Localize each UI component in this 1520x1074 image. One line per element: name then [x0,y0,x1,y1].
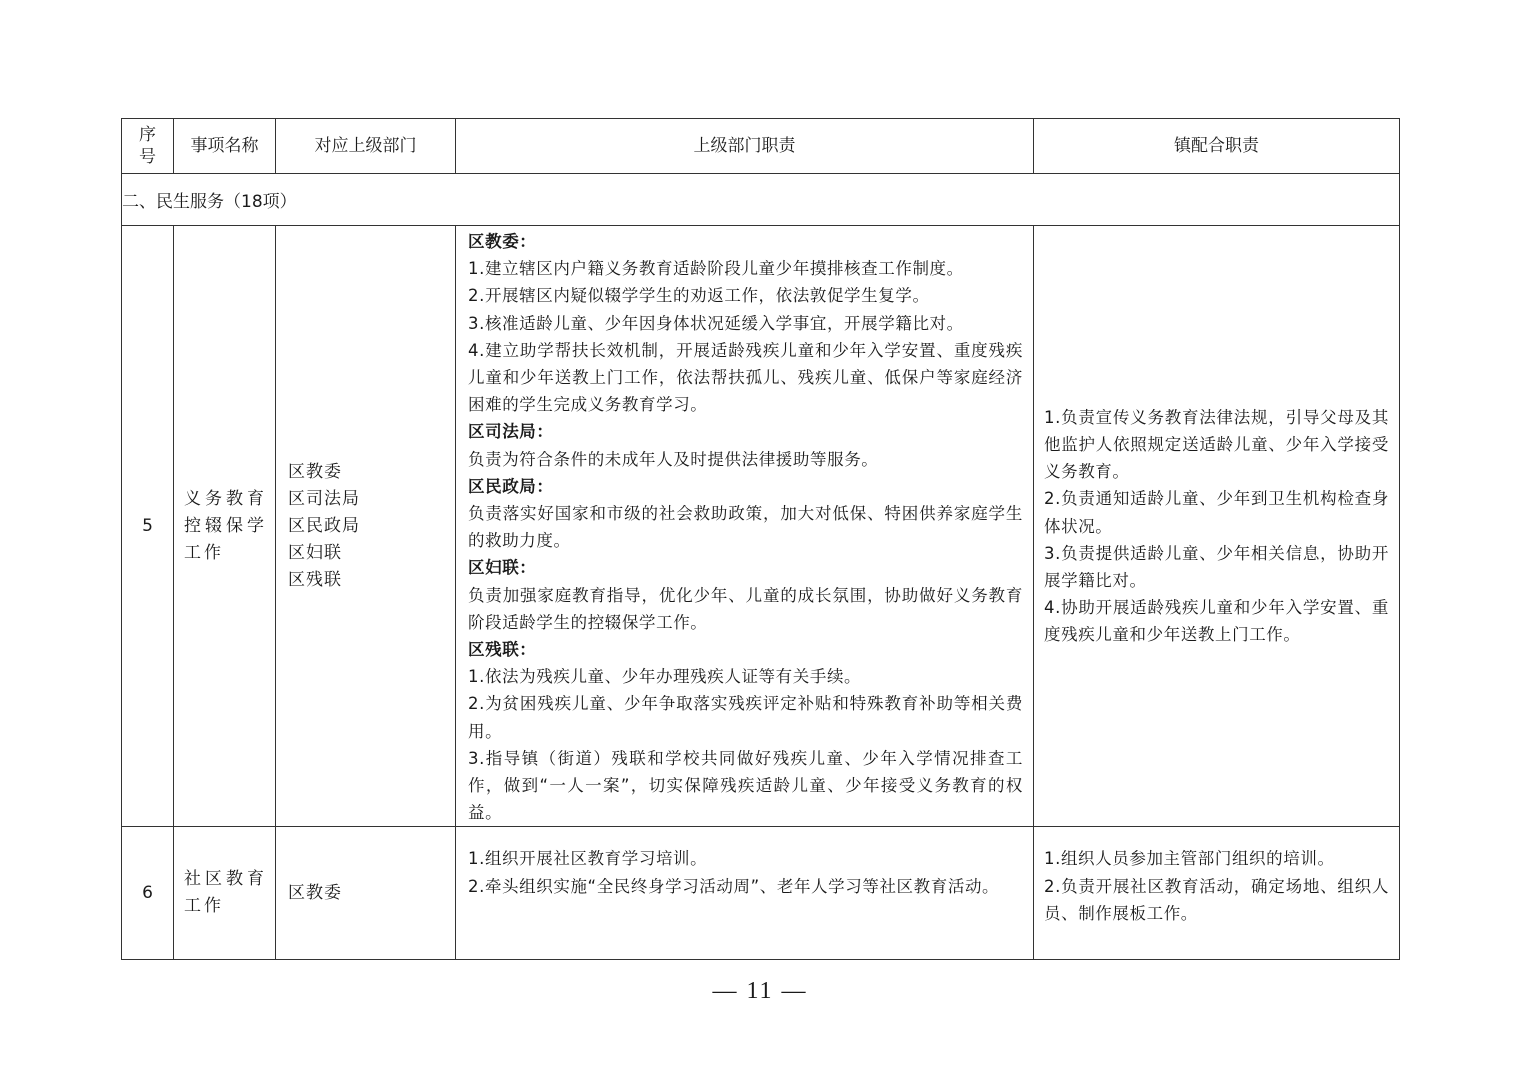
duty-item: 负责落实好国家和市级的社会救助政策，加大对低保、特困供养家庭学生的救助力度。 [468,504,1023,551]
header-upper-duty: 上级部门职责 [456,119,1034,174]
header-name: 事项名称 [174,119,276,174]
duty-item: 3.指导镇（街道）残联和学校共同做好残疾儿童、少年入学情况排查工作，做到“一人一案”，切实保障残疾适龄儿童、少年接受义务教育的权益。 [468,748,1023,823]
duty-item: 2.开展辖区内疑似辍学学生的劝返工作，依法敦促学生复学。 [468,286,930,306]
duty-item: 2.负责通知适龄儿童、少年到卫生机构检查身体状况。 [1044,489,1389,536]
header-town-duty: 镇配合职责 [1034,119,1400,174]
duty-item: 3.核准适龄儿童、少年因身体状况延缓入学事宜，开展学籍比对。 [468,313,964,333]
row-number: 5 [122,226,174,827]
town-duty-cell [1034,226,1400,827]
table-row [122,827,1400,960]
duty-block-title: 区妇联： [468,558,537,578]
duty-item: 1.负责宣传义务教育法律法规，引导父母及其他监护人依照规定送适龄儿童、少年入学接受义务教育。 [1044,407,1389,482]
upper-duty-cell [456,827,1034,960]
duty-block-title: 区残联： [468,640,537,660]
item-name: 社区教育工作 [174,827,276,960]
dept-item: 区残联 [288,569,342,590]
section-title: 二、民生服务（18项） [122,174,1400,226]
duty-item: 负责加强家庭教育指导，优化少年、儿童的成长氛围，协助做好义务教育阶段适龄学生的控辍保学工作。 [468,585,1023,632]
duty-item: 1.建立辖区内户籍义务教育适龄阶段儿童少年摸排核查工作制度。 [468,259,964,279]
duty-item: 4.协助开展适龄残疾儿童和少年入学安置、重度残疾儿童和少年送教上门工作。 [1044,598,1389,645]
dept-item: 区教委 [288,461,342,482]
header-no: 序号 [122,119,174,174]
duty-item: 负责为符合条件的未成年人及时提供法律援助等服务。 [468,449,879,469]
table-row [122,226,1400,827]
duty-item: 1.组织开展社区教育学习培训。 [468,849,708,869]
duty-item: 2.为贫困残疾儿童、少年争取落实残疾评定补贴和特殊教育补助等相关费用。 [468,694,1023,741]
dept-list [276,827,456,960]
duty-block-title: 区民政局： [468,476,554,496]
duty-item: 2.负责开展社区教育活动，确定场地、组织人员、制作展板工作。 [1044,876,1389,923]
duty-item: 4.建立助学帮扶长效机制，开展适龄残疾儿童和少年入学安置、重度残疾儿童和少年送教上门工作，依法帮扶孤儿、残疾儿童、低保户等家庭经济困难的学生完成义务教育学习。 [468,340,1023,415]
duty-item: 1.组织人员参加主管部门组织的培训。 [1044,849,1335,869]
page-number: — 11 — [712,978,808,1004]
dept-item: 区教委 [288,882,342,903]
dept-item: 区司法局 [288,488,360,509]
row-number: 6 [122,827,174,960]
duty-item: 3.负责提供适龄儿童、少年相关信息，协助开展学籍比对。 [1044,543,1389,591]
table-header-row [122,119,1400,174]
town-duty-cell [1034,827,1400,960]
duty-item: 1.依法为残疾儿童、少年办理残疾人证等有关手续。 [468,667,862,687]
dept-item: 区妇联 [288,542,342,563]
upper-duty-cell [456,226,1034,827]
duty-block-title: 区司法局： [468,422,554,442]
duty-item: 2.牵头组织实施“全民终身学习活动周”、老年人学习等社区教育活动。 [468,876,1000,896]
item-name: 义务教育控辍保学工作 [174,226,276,827]
header-dept: 对应上级部门 [276,119,456,174]
dept-item: 区民政局 [288,515,360,536]
section-row [122,174,1400,226]
duty-block-title: 区教委： [468,232,537,251]
duty-table [121,118,1400,960]
dept-list [276,226,456,827]
